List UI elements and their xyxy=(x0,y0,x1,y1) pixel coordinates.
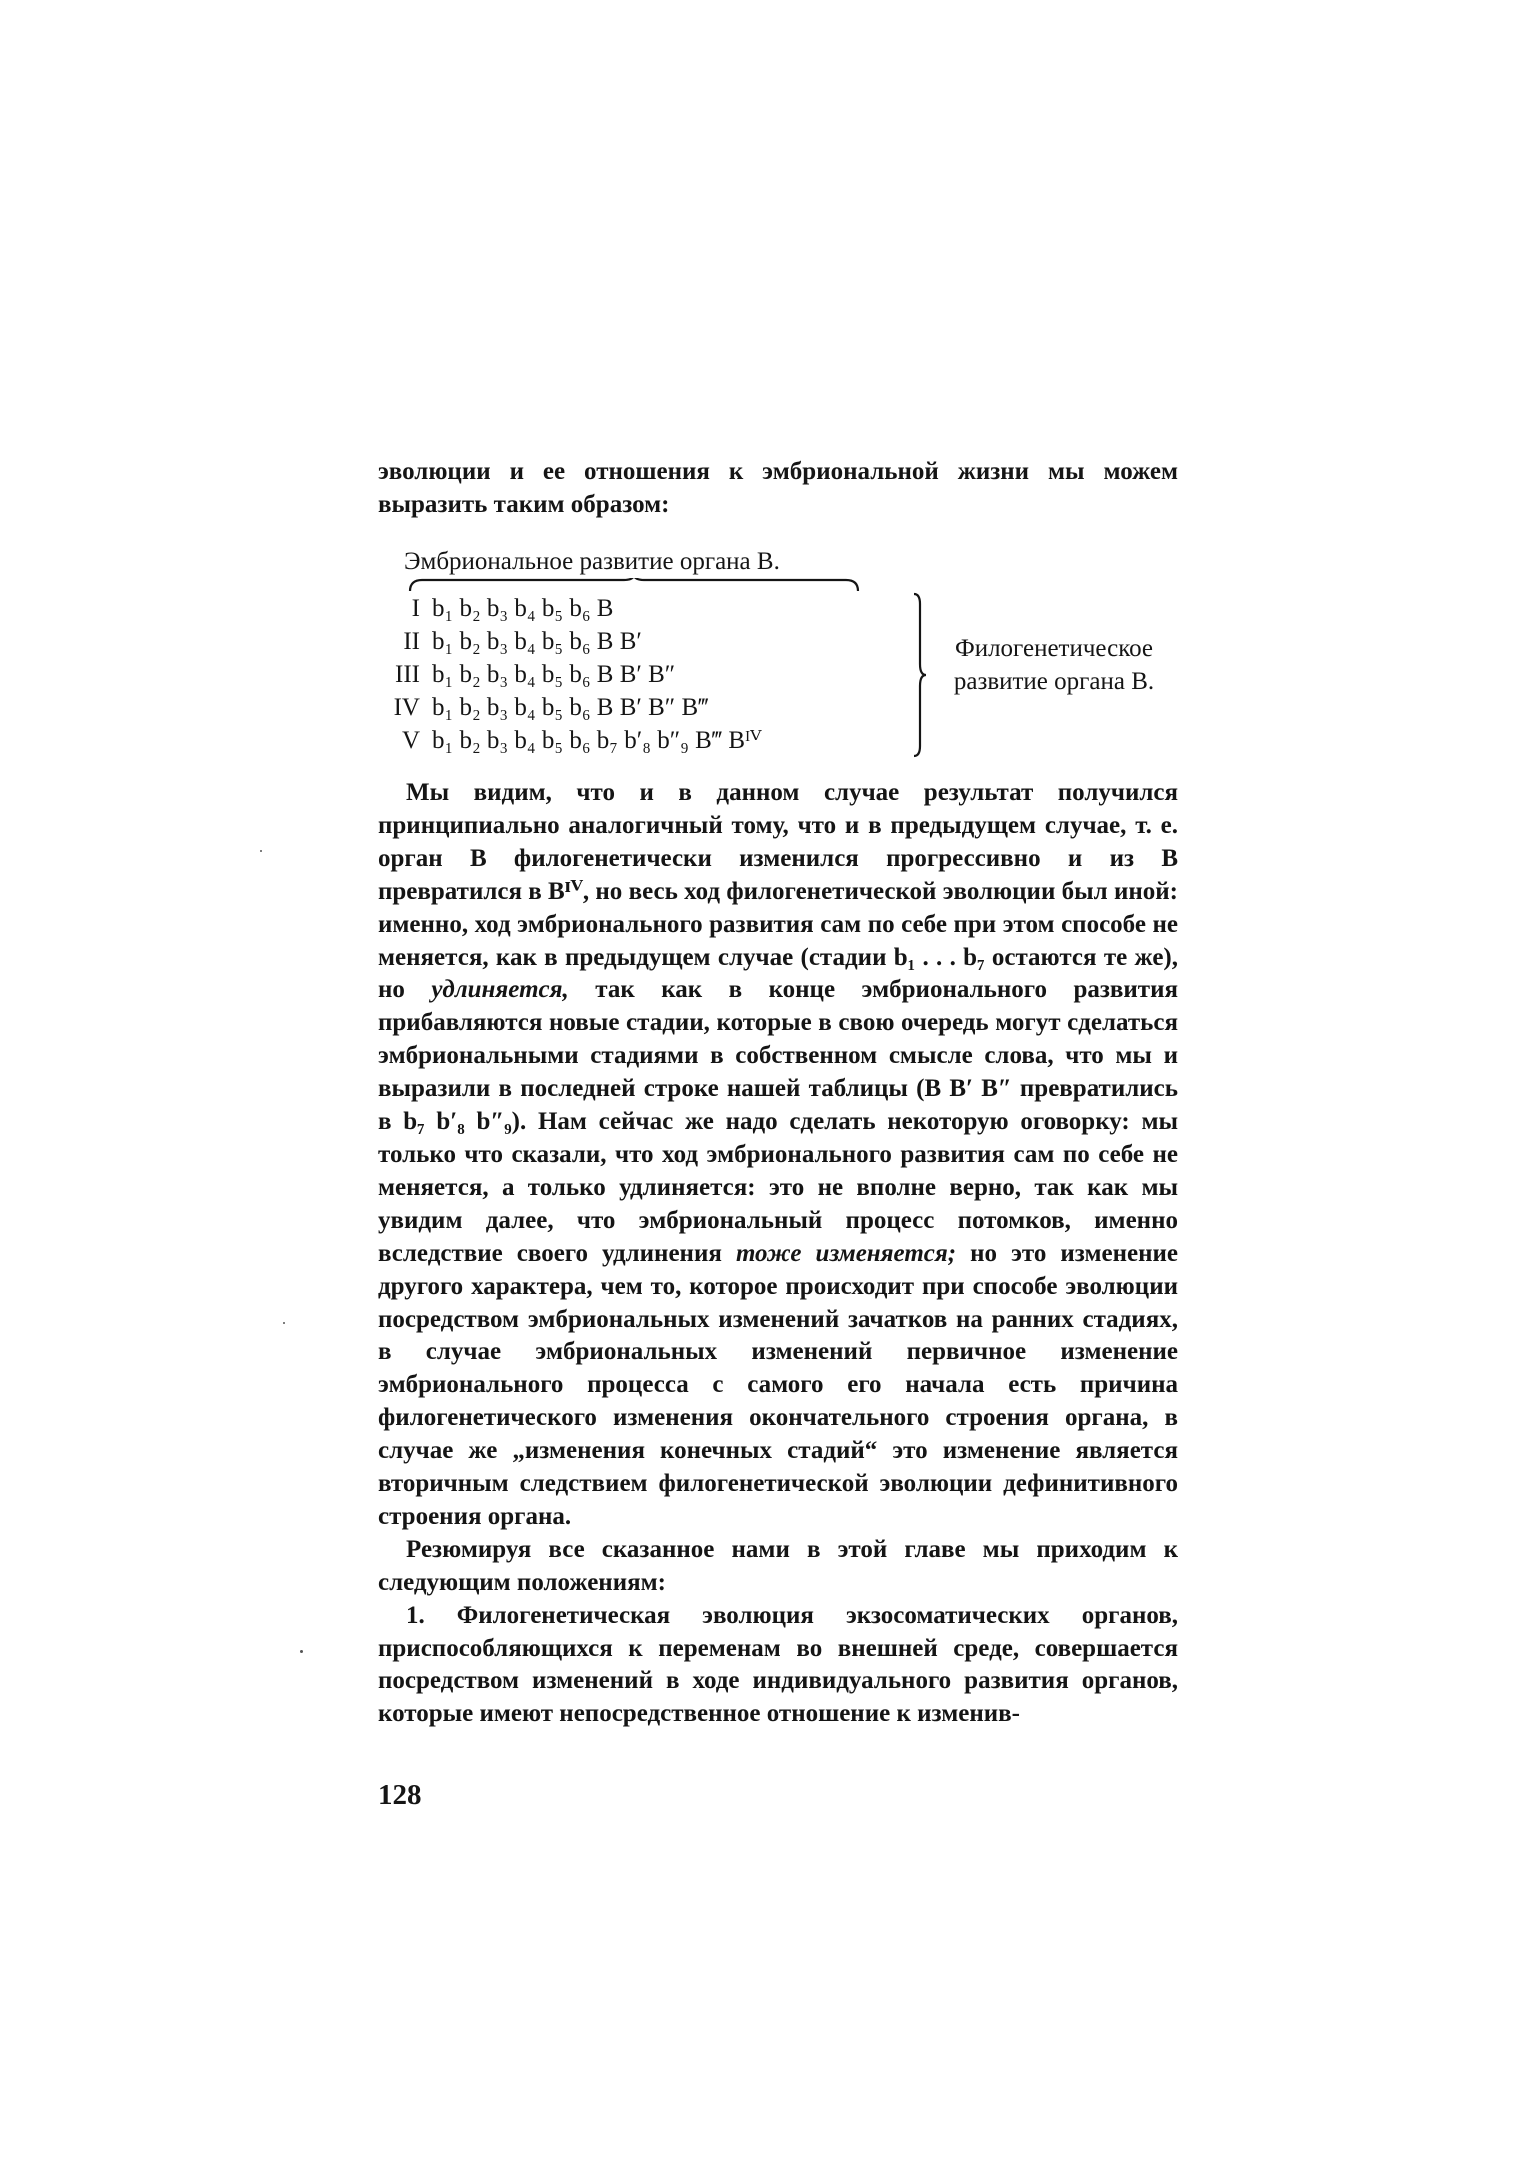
main-text xyxy=(378,777,1178,1731)
phylogenetic-caption xyxy=(924,632,1184,698)
phylo-caption-line-2: развитие органа В. xyxy=(953,668,1155,695)
row-stages: b₁ b₂ b₃ b₄ b₅ b₆ B xyxy=(432,595,614,622)
paragraph-3: 1. Филогенетическая эволюция экзосоматических органов, приспособляющихся к переменам во внешней среде, совершается посредством изменений в ходе индивидуального развития органов, которые имеют непосредственное отношение к изменив- xyxy=(378,1601,1178,1728)
stage-row xyxy=(378,592,918,625)
row-stages: b₁ b₂ b₃ b₄ b₅ b₆ B B′ B″ B‴ xyxy=(432,694,709,721)
evolution-table xyxy=(378,548,1178,758)
row-numeral: V xyxy=(401,727,420,754)
intro-line-1: эволюции и ее отношения к эмбриональной жизни мы можем xyxy=(378,458,1178,485)
row-numeral: II xyxy=(403,628,420,655)
scan-speck xyxy=(260,850,262,852)
scan-speck xyxy=(283,1322,285,1324)
row-stages: b₁ b₂ b₃ b₄ b₅ b₆ b₇ b′₈ b″₉ B‴ Bᴵⱽ xyxy=(432,727,762,754)
page-number: 128 xyxy=(378,1779,422,1811)
stage-rows xyxy=(378,592,918,757)
intro-line-2: выразить таким образом: xyxy=(378,490,670,518)
row-numeral: III xyxy=(395,661,420,688)
stage-row xyxy=(378,724,918,757)
row-numeral: I xyxy=(411,595,420,622)
stage-row xyxy=(378,658,918,691)
emphasis-also-changes: тоже изменяется; xyxy=(735,1239,957,1267)
emphasis-lengthens: удлиняется, xyxy=(431,976,569,1004)
row-numeral: IV xyxy=(393,694,420,721)
stage-row xyxy=(378,625,918,658)
paragraph-2: Резюмируя все сказанное нами в этой главе мы приходим к следующим положениям: xyxy=(378,1535,1178,1596)
paragraph-1 xyxy=(378,777,1178,1534)
paragraph-1-part-b: так как в конце эмбрионального развития прибавляются новые стадии, которые в свою очередь могут сделаться эмбриональными стадиями в собственном смысле слова, что мы и выразили в последней строке нашей таблицы (В В′ В″ превратились в b₇ b′₈ b″₉). Нам сейчас же надо сделать некоторую оговорку: мы только что сказали, что ход эмбрионального развития сам по себе не меняется, а только удлиняется: это не вполне верно, так как мы увидим далее, что эмбриональный процесс потомков, именно вследствие своего удлинения xyxy=(378,976,1179,1267)
scan-speck xyxy=(300,1650,303,1653)
table-caption: Эмбриональное развитие органа В. xyxy=(404,548,780,575)
intro-text xyxy=(378,456,1178,522)
phylo-caption-line-1: Филогенетическое xyxy=(954,635,1154,662)
stage-row xyxy=(378,691,918,724)
row-stages: b₁ b₂ b₃ b₄ b₅ b₆ B B′ B″ xyxy=(432,661,676,688)
caption-brace-icon xyxy=(408,578,860,592)
paragraph-1-part-a: Мы видим, что и в данном случае результат получился принципиально аналогичный тому, что и в предыдущем случае, т. е. орган В филогенетически изменился прогрессивно и из В превратился в Bᴵⱽ, но весь ход филогенетической эволюции был иной: именно, ход эмбрионального развития сам по себе при этом способе не меняется, как в предыдущем случае (стадии b₁ . . . b₇ остаются те же), но xyxy=(378,779,1178,1004)
paragraph-1-part-c: но это изменение другого характера, чем то, которое происходит при способе эволюции посредством эмбриональных изменений зачатков на ранних стадиях, в случае эмбриональных изменений первичное изменение эмбрионального процесса с самого его начала есть причина филогенетического изменения окончательного строения органа, в случае же „изменения конечных стадий“ это изменение является вторичным следствием филогенетической эволюции дефинитивного строения органа. xyxy=(378,1239,1178,1530)
row-stages: b₁ b₂ b₃ b₄ b₅ b₆ B B′ xyxy=(432,628,642,655)
